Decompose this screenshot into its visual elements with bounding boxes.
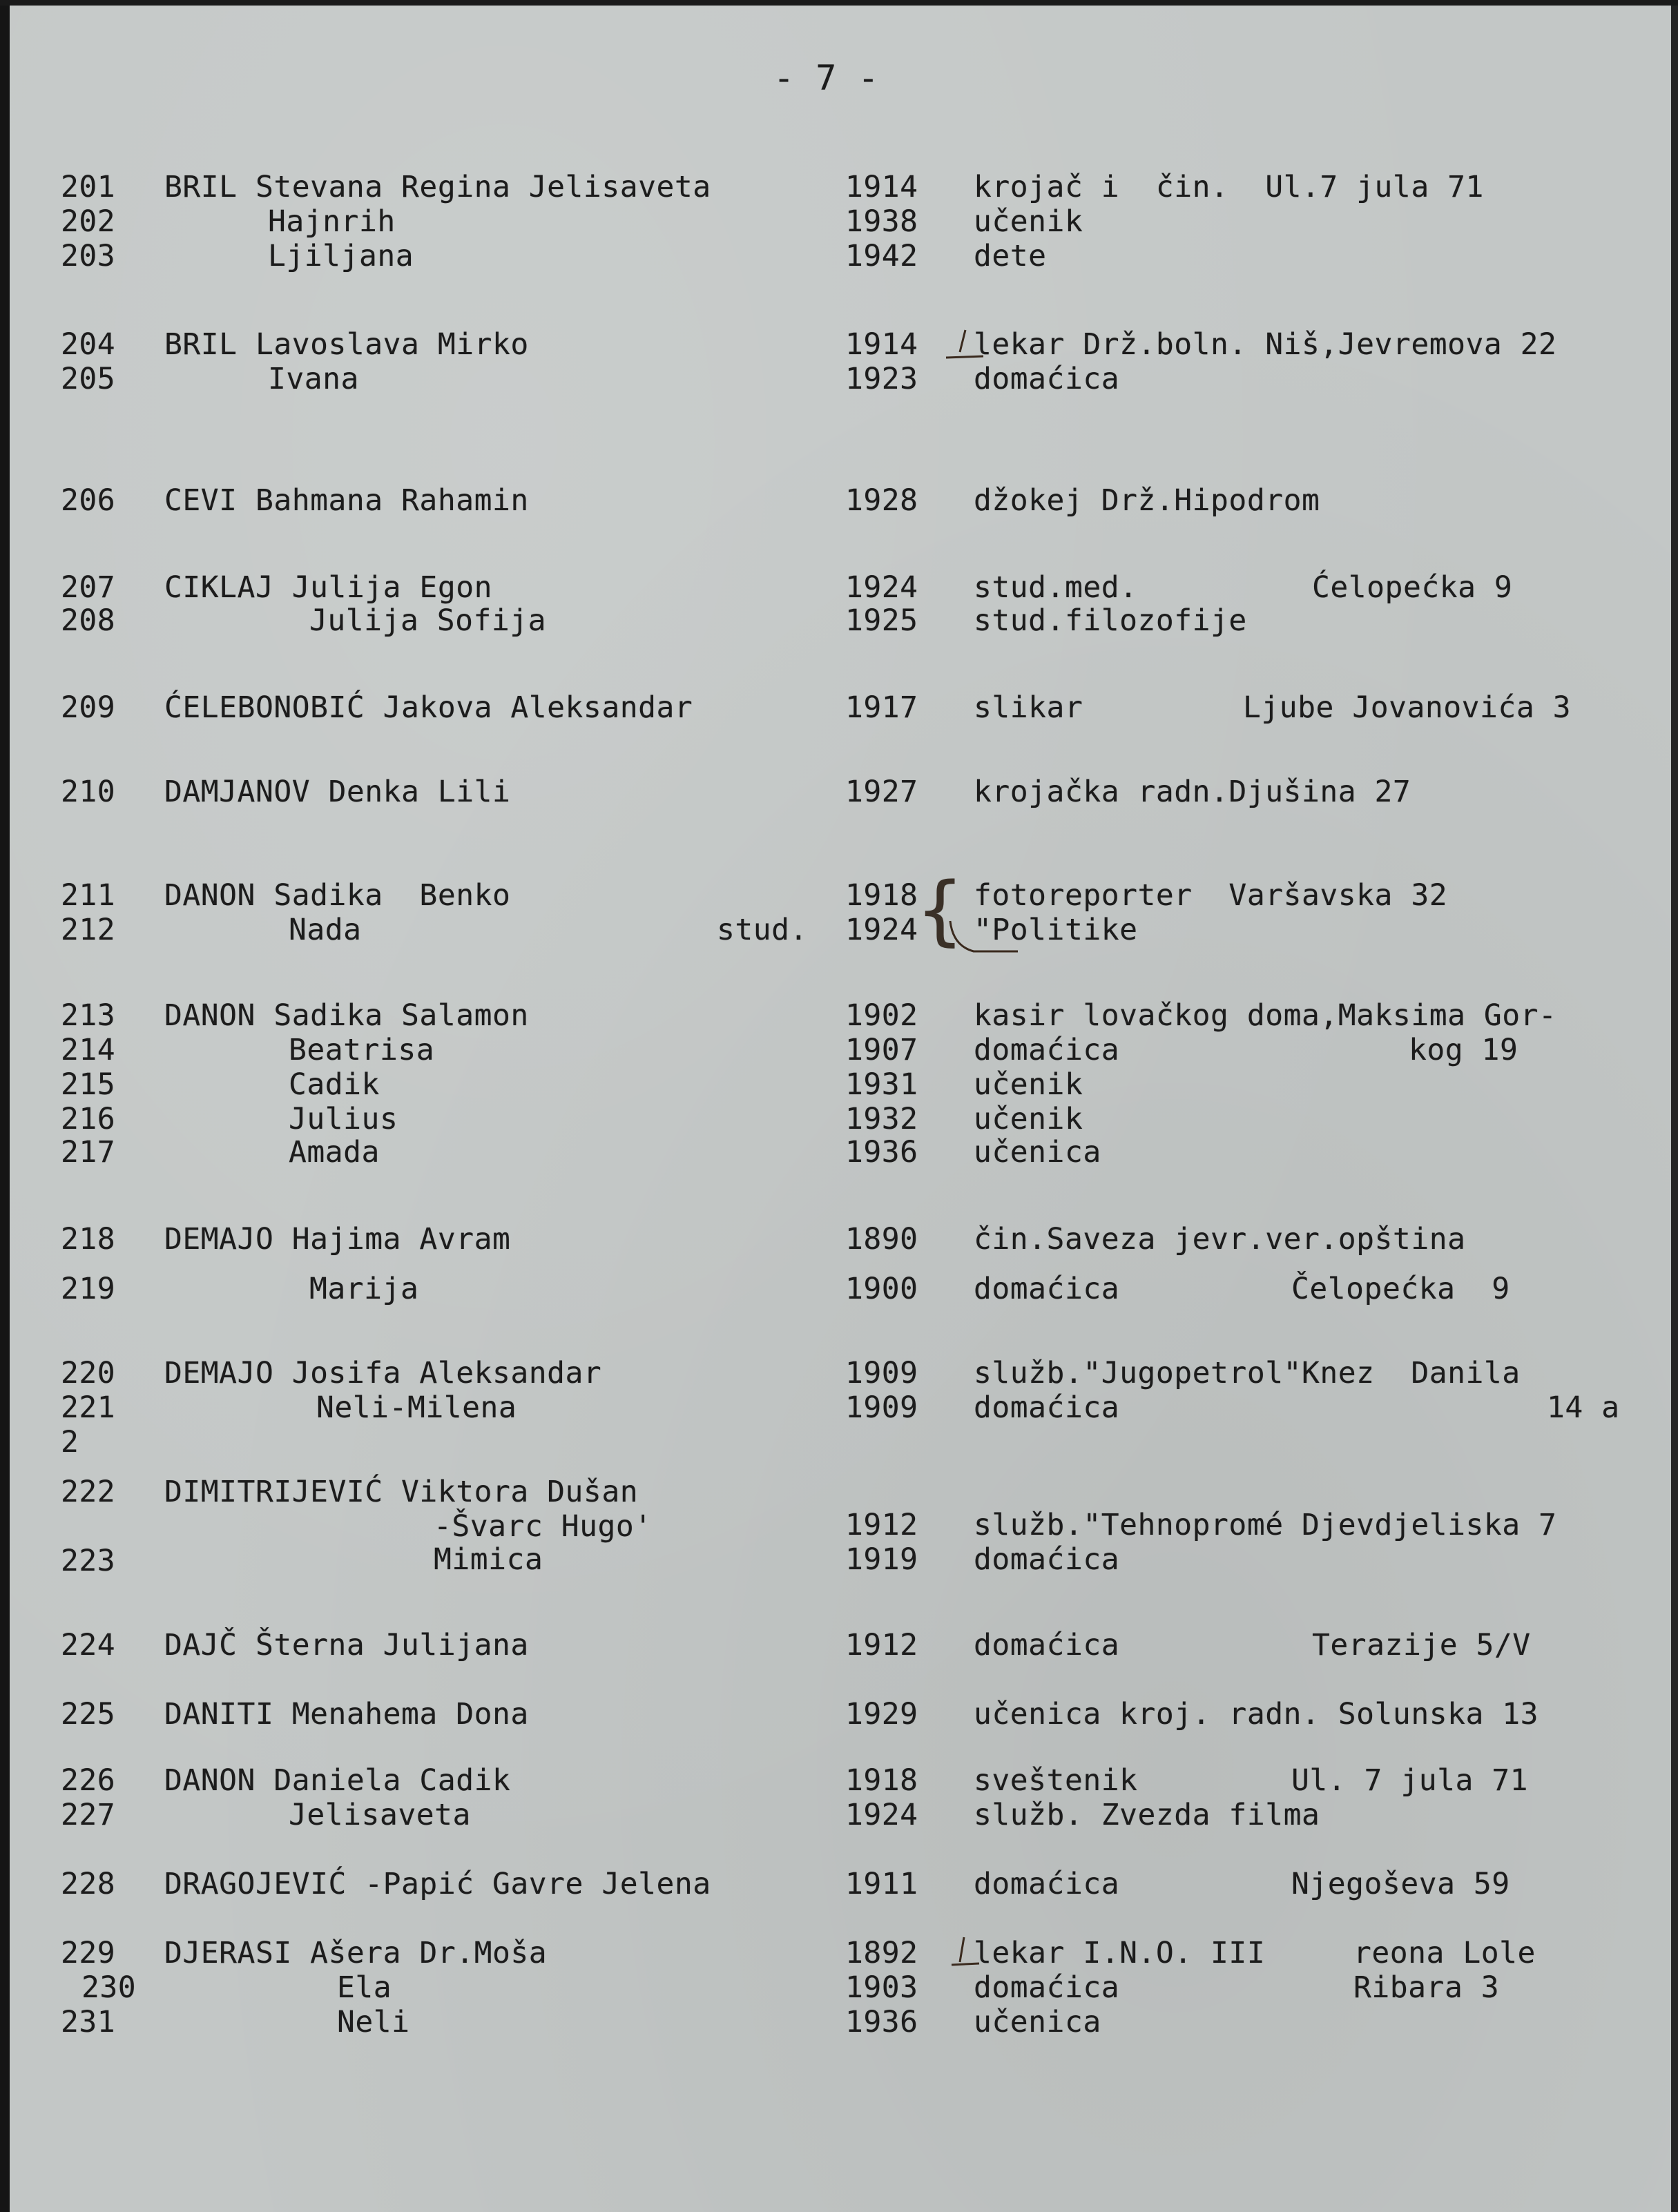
entry-name: DANITI Menahema Dona bbox=[164, 1697, 529, 1731]
entry-name: CIKLAJ Julija Egon bbox=[164, 570, 492, 605]
entry-number: 205 bbox=[61, 362, 116, 396]
entry-year: 1912 bbox=[845, 1508, 918, 1542]
entry-number: 213 bbox=[61, 998, 116, 1033]
entry-number: 220 bbox=[61, 1356, 116, 1390]
handwritten-brace: { bbox=[917, 866, 963, 954]
entry-name: BRIL Stevana Regina Jelisaveta bbox=[164, 170, 711, 204]
entry-occupation: fotoreporter Varšavska 32 bbox=[974, 878, 1448, 913]
entry-name-continuation: -Švarc Hugo' bbox=[434, 1509, 653, 1544]
entry-occupation: krojačka radn.Djušina 27 bbox=[974, 775, 1411, 809]
entry-number: 218 bbox=[61, 1222, 116, 1257]
entry-occupation: kasir lovačkog doma,Maksima Gor- bbox=[974, 998, 1557, 1033]
entry-note: stud. bbox=[717, 913, 808, 947]
entry-year: 1924 bbox=[845, 570, 918, 605]
entry-number: 216 bbox=[61, 1102, 116, 1136]
entry-occupation: krojač i čin. Ul.7 jula 71 bbox=[974, 170, 1484, 204]
entry-occupation: domaćica bbox=[974, 1033, 1120, 1067]
entry-number: 201 bbox=[61, 170, 116, 204]
entry-number: 224 bbox=[61, 1628, 116, 1662]
entry-address: Ćelopećka 9 bbox=[1312, 570, 1513, 605]
entry-occupation: učenik bbox=[974, 204, 1083, 239]
entry-number: 209 bbox=[61, 690, 116, 725]
entry-address: Ljube Jovanovića 3 bbox=[1243, 690, 1571, 725]
entry-name: CEVI Bahmana Rahamin bbox=[164, 483, 529, 518]
entry-occupation: učenik bbox=[974, 1102, 1083, 1136]
entry-year: 1936 bbox=[845, 2005, 918, 2039]
entry-name: Neli bbox=[337, 2005, 410, 2039]
entry-year: 1928 bbox=[845, 483, 918, 518]
entry-year: 1942 bbox=[845, 239, 918, 273]
entry-name: DRAGOJEVIĆ -Papić Gavre Jelena bbox=[164, 1867, 711, 1901]
entry-occupation: lekar Drž.boln. Niš,Jevremova 22 bbox=[974, 327, 1557, 362]
entry-name: Ela bbox=[337, 1970, 392, 2005]
entry-occupation: stud.med. bbox=[974, 570, 1138, 605]
entry-year: 1917 bbox=[845, 690, 918, 725]
entry-occupation: domaćica bbox=[974, 1970, 1120, 2005]
entry-name: Ivana bbox=[268, 362, 359, 396]
entry-name: Cadik bbox=[289, 1067, 380, 1102]
entry-occupation: učenica kroj. radn. Solunska 13 bbox=[974, 1697, 1539, 1731]
handwritten-brace-tail bbox=[946, 918, 1022, 960]
entry-number: 222 bbox=[61, 1475, 116, 1509]
entry-occupation: domaćica bbox=[974, 1628, 1120, 1662]
entry-year: 1927 bbox=[845, 775, 918, 809]
entry-year: 1907 bbox=[845, 1033, 918, 1067]
entry-occupation: "Politike bbox=[974, 913, 1138, 947]
entry-name: Nada bbox=[289, 913, 362, 947]
entry-number: 211 bbox=[61, 878, 116, 913]
entry-year: 1919 bbox=[845, 1542, 918, 1577]
entry-address: Ribara 3 bbox=[1353, 1970, 1500, 2005]
entry-number: 230 bbox=[81, 1970, 137, 2005]
entry-number: 206 bbox=[61, 483, 116, 518]
entry-year: 1924 bbox=[845, 913, 918, 947]
entry-name: DEMAJO Hajima Avram bbox=[164, 1222, 511, 1257]
entry-name: Jelisaveta bbox=[289, 1798, 471, 1832]
entry-name: Ljiljana bbox=[268, 239, 414, 273]
entry-occupation: domaćica bbox=[974, 362, 1120, 396]
entry-occupation: lekar I.N.O. III bbox=[974, 1936, 1266, 1970]
page-number: - 7 - bbox=[773, 58, 880, 98]
entry-name: DAMJANOV Denka Lili bbox=[164, 775, 511, 809]
entry-occupation: domaćica bbox=[974, 1867, 1120, 1901]
entry-number: 207 bbox=[61, 570, 116, 605]
entry-year: 1918 bbox=[845, 878, 918, 913]
entry-name: DJERASI Ašera Dr.Moša bbox=[164, 1936, 548, 1970]
entry-occupation: učenica bbox=[974, 1135, 1101, 1170]
entry-year: 1925 bbox=[845, 603, 918, 638]
entry-number: 2 bbox=[61, 1425, 79, 1459]
entry-number: 227 bbox=[61, 1798, 116, 1832]
entry-name: DANON Sadika Salamon bbox=[164, 998, 529, 1033]
entry-name: Julija Sofija bbox=[309, 603, 547, 638]
entry-occupation: džokej Drž.Hipodrom bbox=[974, 483, 1320, 518]
entry-year: 1892 bbox=[845, 1936, 918, 1970]
entry-name: DANON Sadika Benko bbox=[164, 878, 511, 913]
entry-number: 202 bbox=[61, 204, 116, 239]
entry-name: DANON Daniela Cadik bbox=[164, 1763, 511, 1798]
entry-occupation: čin.Saveza jevr.ver.opština bbox=[974, 1222, 1466, 1257]
entry-year: 1938 bbox=[845, 204, 918, 239]
entry-year: 1923 bbox=[845, 362, 918, 396]
entry-year: 1912 bbox=[845, 1628, 918, 1662]
entry-year: 1914 bbox=[845, 327, 918, 362]
entry-number: 215 bbox=[61, 1067, 116, 1102]
entry-occupation: učenik bbox=[974, 1067, 1083, 1102]
entry-year: 1890 bbox=[845, 1222, 918, 1257]
handwritten-mark bbox=[949, 1933, 983, 1975]
entry-name: Julius bbox=[289, 1102, 398, 1136]
scan-edge-right bbox=[1671, 0, 1678, 2212]
entry-number: 221 bbox=[61, 1390, 116, 1425]
entry-number: 226 bbox=[61, 1763, 116, 1798]
entry-occupation: služb."Jugopetrol"Knez Danila bbox=[974, 1356, 1521, 1390]
entry-number: 228 bbox=[61, 1867, 116, 1901]
entry-name: DEMAJO Josifa Aleksandar bbox=[164, 1356, 602, 1390]
scan-edge-left bbox=[0, 0, 10, 2212]
entry-occupation: sveštenik bbox=[974, 1763, 1138, 1798]
entry-number: 214 bbox=[61, 1033, 116, 1067]
handwritten-mark bbox=[945, 324, 986, 366]
entry-year: 1903 bbox=[845, 1970, 918, 2005]
entry-name: DAJČ Šterna Julijana bbox=[164, 1628, 529, 1662]
entry-name: ĆELEBONOBIĆ Jakova Aleksandar bbox=[164, 690, 693, 725]
entry-occupation: učenica bbox=[974, 2005, 1101, 2039]
entry-address: Ul. 7 jula 71 bbox=[1291, 1763, 1529, 1798]
entry-address: Njegoševa 59 bbox=[1291, 1867, 1510, 1901]
entry-occupation: domaćica bbox=[974, 1390, 1120, 1425]
entry-address: 14 a bbox=[1547, 1390, 1620, 1425]
entry-occupation: domaćica bbox=[974, 1272, 1120, 1306]
entry-year: 1909 bbox=[845, 1356, 918, 1390]
entry-number: 208 bbox=[61, 603, 116, 638]
entry-number: 217 bbox=[61, 1135, 116, 1170]
entry-year: 1918 bbox=[845, 1763, 918, 1798]
entry-year: 1936 bbox=[845, 1135, 918, 1170]
entry-number: 219 bbox=[61, 1272, 116, 1306]
entry-number: 231 bbox=[61, 2005, 116, 2039]
entry-number: 229 bbox=[61, 1936, 116, 1970]
entry-name: BRIL Lavoslava Mirko bbox=[164, 327, 529, 362]
entry-name: Mimica bbox=[434, 1542, 543, 1577]
entry-address: Terazije 5/V bbox=[1312, 1628, 1531, 1662]
entry-occupation: stud.filozofije bbox=[974, 603, 1247, 638]
scan-edge-top bbox=[0, 0, 1678, 6]
entry-number: 203 bbox=[61, 239, 116, 273]
entry-year: 1914 bbox=[845, 170, 918, 204]
entry-number: 212 bbox=[61, 913, 116, 947]
entry-year: 1931 bbox=[845, 1067, 918, 1102]
entry-name: Hajnrih bbox=[268, 204, 396, 239]
entry-year: 1909 bbox=[845, 1390, 918, 1425]
entry-name: Marija bbox=[309, 1272, 419, 1306]
entry-address: kog 19 bbox=[1409, 1033, 1518, 1067]
entry-occupation: služb."Tehnopromé Djevdjeliska 7 bbox=[974, 1508, 1557, 1542]
entry-name: Amada bbox=[289, 1135, 380, 1170]
entry-occupation: služb. Zvezda filma bbox=[974, 1798, 1320, 1832]
entry-year: 1902 bbox=[845, 998, 918, 1033]
entry-number: 225 bbox=[61, 1697, 116, 1731]
entry-year: 1929 bbox=[845, 1697, 918, 1731]
entry-number: 223 bbox=[61, 1544, 116, 1578]
entry-name: Neli-Milena bbox=[316, 1390, 517, 1425]
entry-name: DIMITRIJEVIĆ Viktora Dušan bbox=[164, 1475, 639, 1509]
entry-year: 1932 bbox=[845, 1102, 918, 1136]
entry-address: Čelopećka 9 bbox=[1291, 1272, 1510, 1306]
entry-year: 1900 bbox=[845, 1272, 918, 1306]
entry-occupation: slikar bbox=[974, 690, 1083, 725]
entry-year: 1924 bbox=[845, 1798, 918, 1832]
entry-occupation: domaćica bbox=[974, 1542, 1120, 1577]
entry-number: 210 bbox=[61, 775, 116, 809]
entry-address: reona Lole bbox=[1353, 1936, 1536, 1970]
entry-name: Beatrisa bbox=[289, 1033, 435, 1067]
entry-occupation: dete bbox=[974, 239, 1047, 273]
entry-number: 204 bbox=[61, 327, 116, 362]
entry-year: 1911 bbox=[845, 1867, 918, 1901]
